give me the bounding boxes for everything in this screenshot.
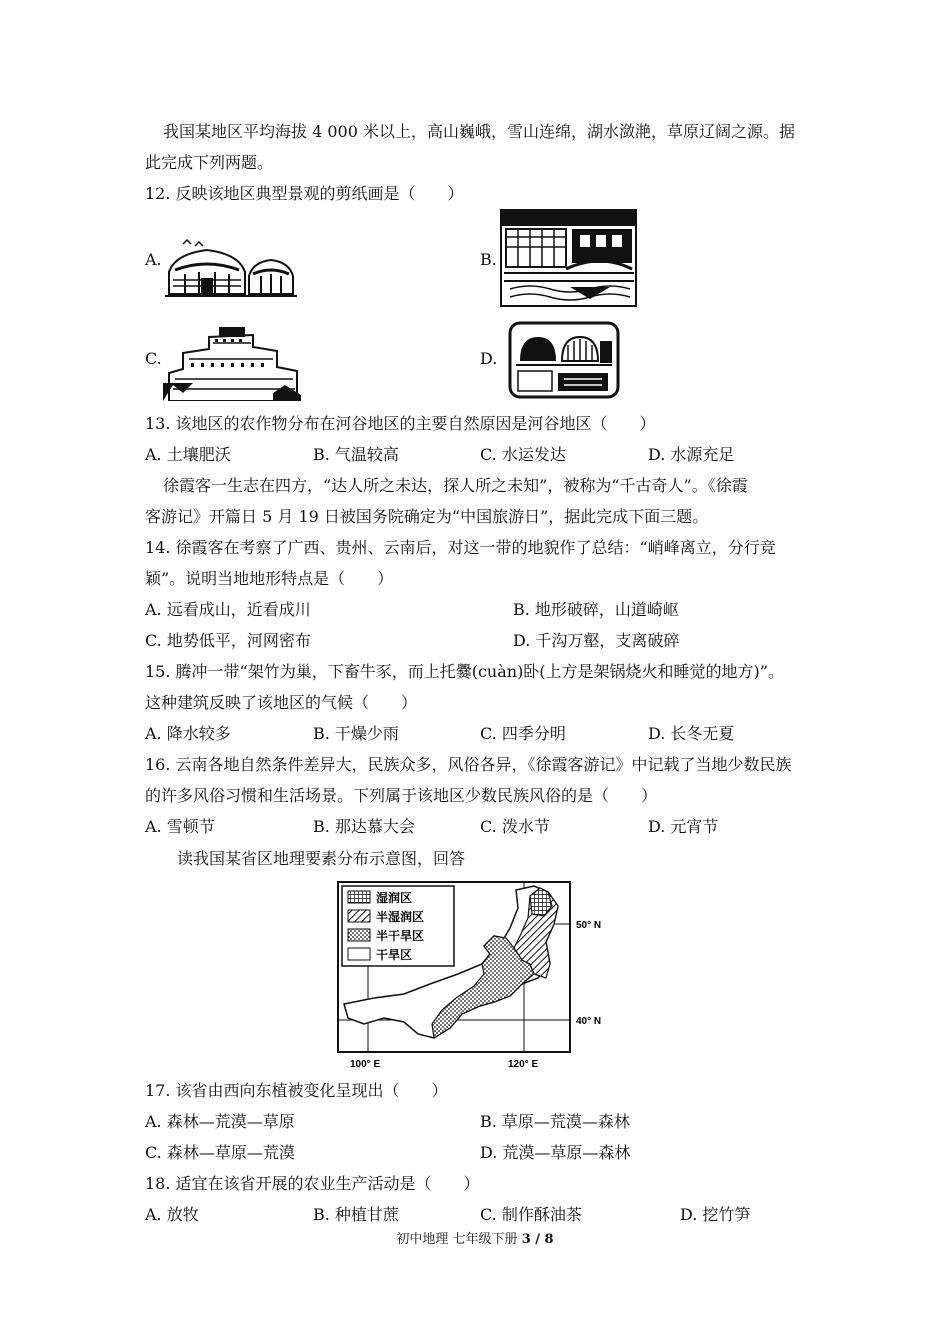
legend-label-semi-arid: 半干旱区 bbox=[376, 929, 425, 943]
q17-option-c: C. 森林—草原—荒漠 bbox=[145, 1143, 295, 1162]
legend-label-arid: 干旱区 bbox=[376, 948, 413, 962]
watertown-papercut-image bbox=[500, 209, 637, 307]
legend-label-humid: 湿润区 bbox=[376, 891, 413, 905]
q13-option-a: A. 土壤肥沃 bbox=[145, 445, 231, 464]
q18-option-b: B. 种植甘蔗 bbox=[313, 1205, 399, 1224]
q15-option-b: B. 干燥少雨 bbox=[313, 724, 399, 743]
q12-option-c-label: C. bbox=[145, 349, 162, 368]
q13-option-d: D. 水源充足 bbox=[648, 445, 735, 464]
q16-option-c: C. 泼水节 bbox=[480, 817, 550, 836]
q17-option-d: D. 荒漠—草原—森林 bbox=[480, 1143, 631, 1162]
question-15-line-1: 15. 腾冲一带“架竹为巢，下畜牛豕，而上托爨(cuàn)卧(上方是架锅烧火和睡觉的地方)”。 bbox=[145, 662, 784, 681]
q16-option-d: D. 元宵节 bbox=[648, 817, 719, 836]
q15-option-a: A. 降水较多 bbox=[145, 724, 231, 743]
q16-option-a: A. 雪顿节 bbox=[145, 817, 215, 836]
question-17: 17. 该省由西向东植被变化呈现出（ ） bbox=[145, 1081, 448, 1100]
question-14-line-1: 14. 徐霞客在考察了广西、贵州、云南后，对这一带的地貌作了总结：“峭峰离立，分行竞 bbox=[145, 538, 776, 557]
question-15-line-2: 这种建筑反映了该地区的气候（ ） bbox=[145, 693, 418, 712]
q18-option-a: A. 放牧 bbox=[145, 1205, 199, 1224]
q15-option-c: C. 四季分明 bbox=[480, 724, 566, 743]
potala-palace-papercut-image bbox=[163, 323, 303, 401]
lat-label-50n: 50° N bbox=[576, 920, 602, 931]
q14-option-c: C. 地势低平，河网密布 bbox=[145, 631, 311, 650]
question-13: 13. 该地区的农作物分布在河谷地区的主要自然原因是河谷地区（ ） bbox=[145, 414, 656, 433]
q14-option-a: A. 远看成山，近看成川 bbox=[145, 600, 311, 619]
lon-label-100e: 100° E bbox=[350, 1059, 381, 1070]
q13-option-c: C. 水运发达 bbox=[480, 445, 566, 464]
intro-passage-2-line-2: 客游记》开篇日 5 月 19 日被国务院确定为“中国旅游日”，据此完成下面三题。 bbox=[145, 507, 709, 526]
question-16-line-2: 的许多风俗习惯和生活场景。下列属于该地区少数民族风俗的是（ ） bbox=[145, 786, 658, 805]
footer-course-label: 初中地理 七年级下册 bbox=[396, 1232, 522, 1247]
question-14-line-2: 颖”。说明当地地形特点是（ ） bbox=[145, 569, 394, 588]
page-footer bbox=[0, 1228, 950, 1247]
q17-option-b: B. 草原—荒漠—森林 bbox=[480, 1112, 630, 1131]
yaodong-papercut-image bbox=[508, 321, 620, 399]
intro-passage-1-line-2: 此完成下列两题。 bbox=[145, 153, 274, 172]
question-18: 18. 适宜在该省开展的农业生产活动是（ ） bbox=[145, 1174, 480, 1193]
q14-option-d: D. 千沟万壑，支离破碎 bbox=[513, 631, 680, 650]
page-number: 3 / 8 bbox=[521, 1232, 554, 1247]
q17-option-a: A. 森林—荒漠—草原 bbox=[145, 1112, 295, 1131]
q12-option-b-label: B. bbox=[480, 250, 497, 269]
question-16-line-1: 16. 云南各地自然条件差异大，民族众多，风俗各异，《徐霞客游记》中记载了当地少数民族 bbox=[145, 755, 792, 774]
q15-option-d: D. 长冬无夏 bbox=[648, 724, 735, 743]
q18-option-d: D. 挖竹笋 bbox=[680, 1205, 751, 1224]
map-intro: 读我国某省区地理要素分布示意图，回答 bbox=[177, 849, 466, 868]
yurt-papercut-image bbox=[165, 236, 297, 298]
lat-label-40n: 40° N bbox=[576, 1016, 602, 1027]
province-climate-map bbox=[334, 878, 620, 1072]
q12-option-d-label: D. bbox=[480, 349, 498, 368]
intro-passage-2-line-1: 徐霞客一生志在四方，“达人所之未达，探人所之未知”，被称为“千古奇人”。《徐霞 bbox=[163, 476, 748, 495]
q16-option-b: B. 那达慕大会 bbox=[313, 817, 415, 836]
lon-label-120e: 120° E bbox=[508, 1059, 539, 1070]
q13-option-b: B. 气温较高 bbox=[313, 445, 399, 464]
q12-option-a-label: A. bbox=[145, 250, 162, 269]
legend-label-semi-humid: 半湿润区 bbox=[376, 910, 425, 924]
question-12: 12. 反映该地区典型景观的剪纸画是（ ） bbox=[145, 184, 464, 203]
q18-option-c: C. 制作酥油茶 bbox=[480, 1205, 582, 1224]
q14-option-b: B. 地形破碎，山道崎岖 bbox=[513, 600, 679, 619]
intro-passage-1-line-1: 我国某地区平均海拔 4 000 米以上，高山巍峨，雪山连绵，湖水潋滟，草原辽阔之源。据 bbox=[163, 122, 795, 141]
